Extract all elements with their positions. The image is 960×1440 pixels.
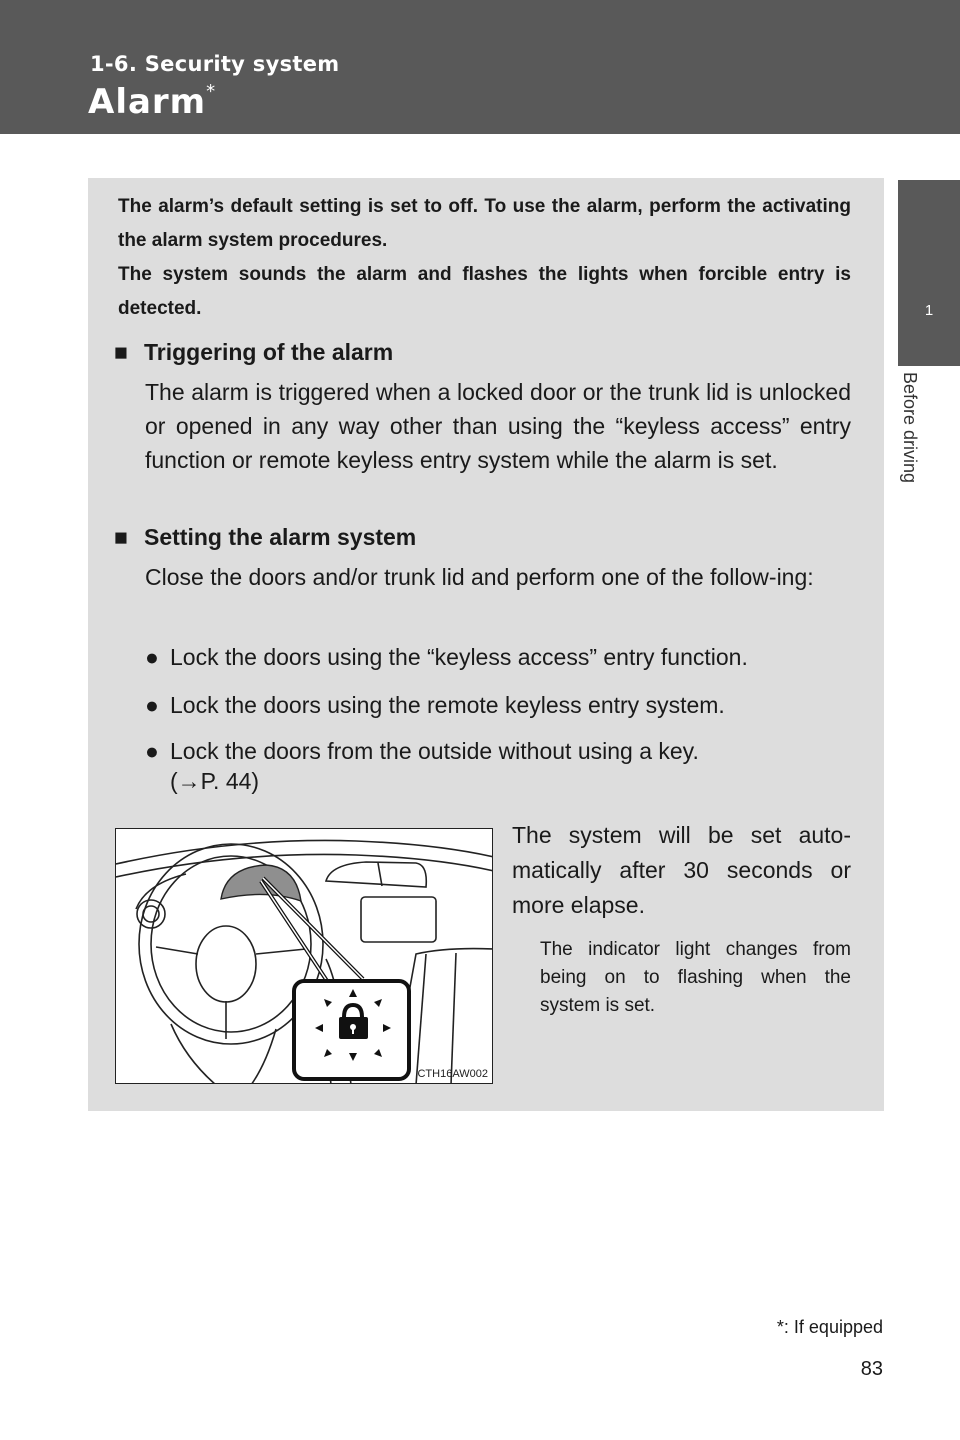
dashboard-drawing bbox=[116, 829, 493, 1084]
section-body-setting: Close the doors and/or trunk lid and perform one of the follow-ing: bbox=[145, 564, 814, 590]
page-header bbox=[0, 0, 960, 134]
auto-set-text: The system will be set auto-matically after 30 seconds or more elapse. bbox=[512, 822, 851, 918]
dashboard-illustration bbox=[115, 828, 493, 1084]
square-bullet-icon: ■ bbox=[114, 339, 128, 365]
section-label: 1-6. Security system bbox=[90, 52, 340, 76]
list-item bbox=[145, 692, 725, 719]
section-heading-setting bbox=[114, 524, 416, 551]
list-item bbox=[145, 644, 748, 671]
chapter-tab bbox=[898, 180, 960, 366]
round-bullet-icon: ● bbox=[145, 644, 159, 670]
list-item-text: Lock the doors using the remote keyless entry system. bbox=[170, 692, 725, 718]
square-bullet-icon: ■ bbox=[114, 524, 128, 550]
intro-text bbox=[118, 190, 851, 326]
chapter-number: 1 bbox=[924, 302, 934, 319]
round-bullet-icon: ● bbox=[145, 738, 159, 764]
page-title-text: Alarm bbox=[88, 82, 207, 122]
list-item-text: Lock the doors using the “keyless access” entry function. bbox=[170, 644, 748, 670]
section-heading-text: Setting the alarm system bbox=[144, 524, 417, 550]
list-item bbox=[145, 738, 699, 765]
section-heading-text: Triggering of the alarm bbox=[144, 339, 394, 365]
round-bullet-icon: ● bbox=[145, 692, 159, 718]
indicator-note: The indicator light changes from being on to flashing when the system is set. bbox=[540, 939, 851, 1016]
equipped-mark: * bbox=[206, 80, 217, 102]
intro-paragraph: The system sounds the alarm and flashes the lights when forcible entry is detected. bbox=[118, 264, 851, 319]
footnote: *: If equipped bbox=[776, 1317, 883, 1337]
page-number: 83 bbox=[860, 1358, 883, 1380]
page-reference: (→P. 44) bbox=[170, 768, 260, 794]
chapter-label: Before driving bbox=[900, 372, 920, 484]
section-heading-triggering bbox=[114, 339, 393, 366]
page-title bbox=[88, 82, 216, 122]
figure-code: CTH16AW002 bbox=[417, 1068, 488, 1080]
intro-paragraph: The alarm’s default setting is set to off. To use the alarm, perform the activating the alarm system procedures. bbox=[118, 196, 851, 251]
section-body-triggering: The alarm is triggered when a locked door or the trunk lid is unlocked or opened in any way other than using the “keyless access” entry function or remote keyless entry system while the alarm is set. bbox=[145, 379, 851, 473]
list-item-text: Lock the doors from the outside without using a key. bbox=[170, 738, 699, 764]
